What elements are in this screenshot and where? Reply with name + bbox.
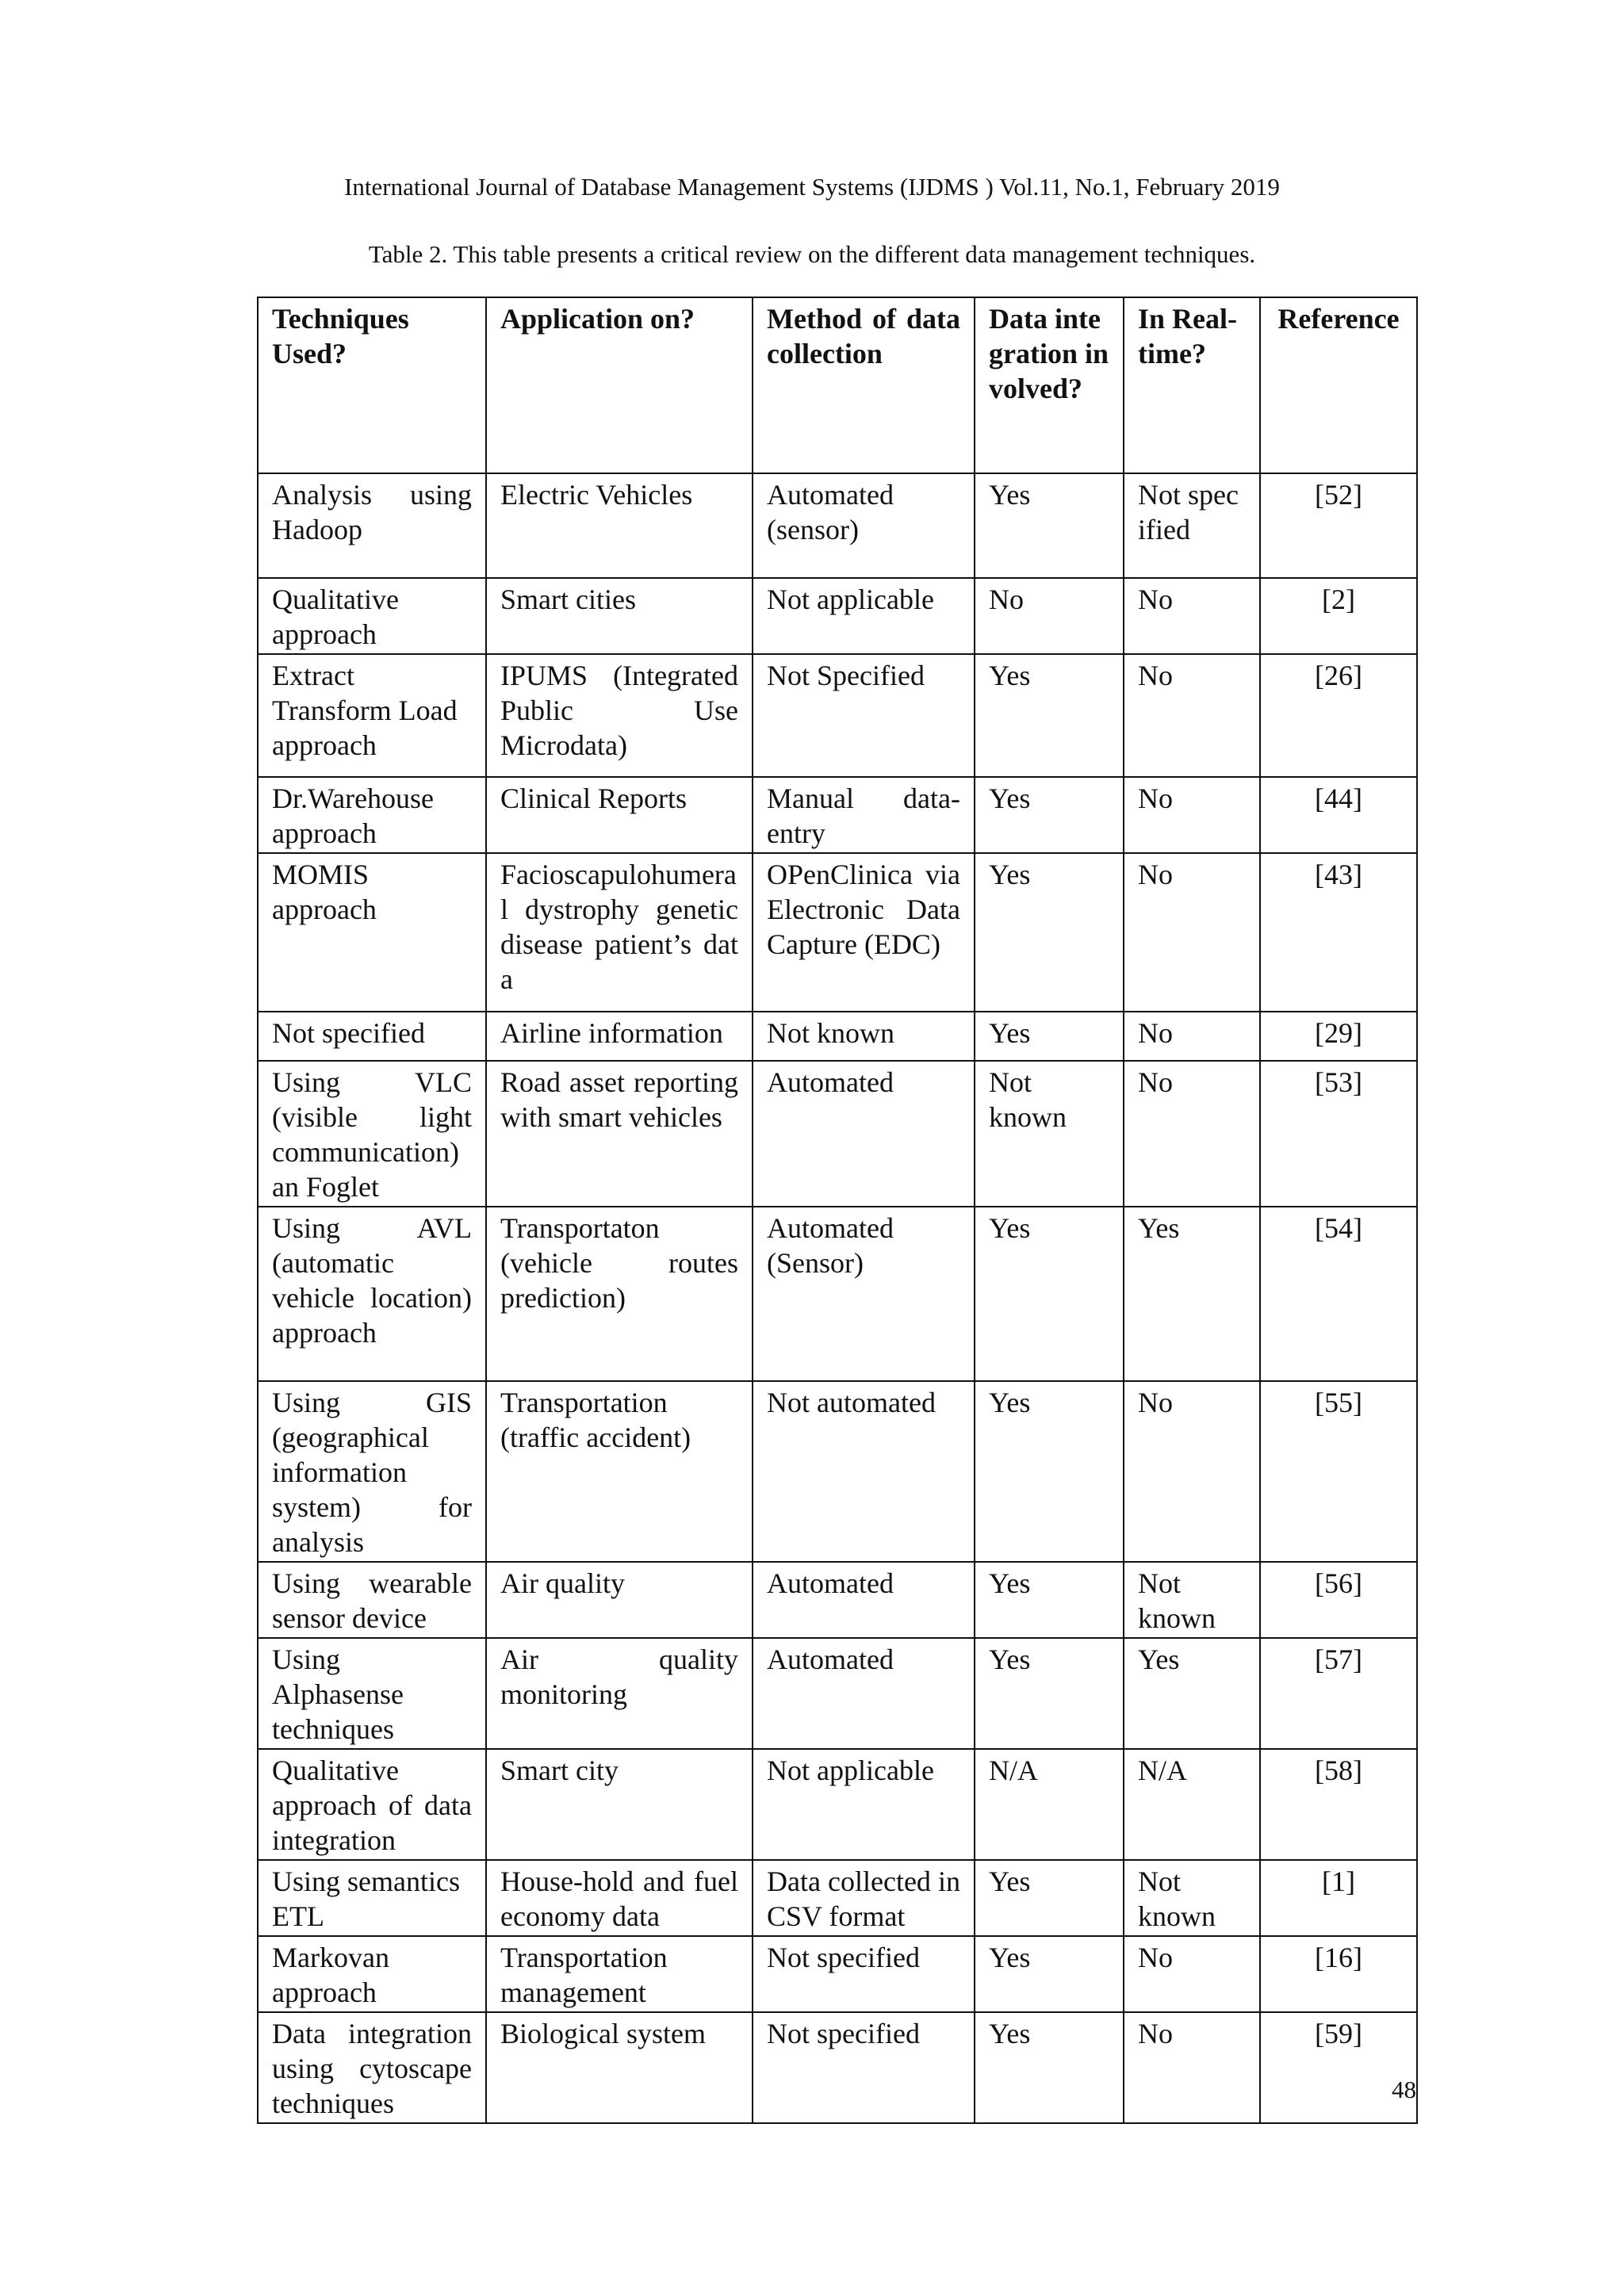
collection-method-cell: OPenClinica via Electronic Data Capture (EDC): [753, 853, 975, 1012]
reference-cell: [43]: [1260, 853, 1417, 1012]
realtime-cell: No: [1124, 578, 1260, 654]
reference-cell: [44]: [1260, 777, 1417, 853]
table-row: [258, 2012, 1417, 2123]
table-row: [258, 473, 1417, 578]
reference-cell: [59]: [1260, 2012, 1417, 2123]
collection-method-cell: Manual data-entry: [753, 777, 975, 853]
integration-cell: N/A: [975, 1749, 1124, 1860]
table-row: [258, 777, 1417, 853]
realtime-cell: Yes: [1124, 1638, 1260, 1749]
column-header: Application on?: [486, 297, 753, 473]
reference-cell: [29]: [1260, 1012, 1417, 1061]
table-row: [258, 1207, 1417, 1381]
integration-cell: Yes: [975, 777, 1124, 853]
collection-method-cell: Not Specified: [753, 654, 975, 777]
realtime-cell: Yes: [1124, 1207, 1260, 1381]
integration-cell: No: [975, 578, 1124, 654]
reference-cell: [58]: [1260, 1749, 1417, 1860]
application-cell: Clinical Reports: [486, 777, 753, 853]
realtime-cell: Not known: [1124, 1860, 1260, 1936]
table-row: [258, 853, 1417, 1012]
reference-cell: [53]: [1260, 1061, 1417, 1207]
application-cell: Air quality: [486, 1562, 753, 1638]
integration-cell: Yes: [975, 1381, 1124, 1562]
reference-cell: [55]: [1260, 1381, 1417, 1562]
collection-method-cell: Not known: [753, 1012, 975, 1061]
technique-cell: Dr.Warehouse approach: [258, 777, 486, 853]
integration-cell: Yes: [975, 1860, 1124, 1936]
technique-cell: Using Alphasense techniques: [258, 1638, 486, 1749]
table-row: [258, 1749, 1417, 1860]
application-cell: Facioscapulohumeral dystrophy genetic disease patient’s data: [486, 853, 753, 1012]
application-cell: House-hold and fuel economy data: [486, 1860, 753, 1936]
reference-cell: [16]: [1260, 1936, 1417, 2012]
collection-method-cell: Not applicable: [753, 1749, 975, 1860]
technique-cell: Qualitative approach of data integration: [258, 1749, 486, 1860]
application-cell: Transportation (traffic accident): [486, 1381, 753, 1562]
integration-cell: Yes: [975, 1012, 1124, 1061]
realtime-cell: Not known: [1124, 1562, 1260, 1638]
table-row: [258, 1061, 1417, 1207]
application-cell: Road asset reporting with smart vehicles: [486, 1061, 753, 1207]
reference-cell: [1]: [1260, 1860, 1417, 1936]
review-table: [257, 297, 1418, 2124]
collection-method-cell: Not specified: [753, 2012, 975, 2123]
integration-cell: Not known: [975, 1061, 1124, 1207]
technique-cell: Using VLC (visible light communication) an Foglet: [258, 1061, 486, 1207]
application-cell: Airline information: [486, 1012, 753, 1061]
realtime-cell: No: [1124, 654, 1260, 777]
technique-cell: Markovan approach: [258, 1936, 486, 2012]
technique-cell: Qualitative approach: [258, 578, 486, 654]
integration-cell: Yes: [975, 1936, 1124, 2012]
application-cell: Smart cities: [486, 578, 753, 654]
realtime-cell: N/A: [1124, 1749, 1260, 1860]
table-row: [258, 1638, 1417, 1749]
integration-cell: Yes: [975, 1638, 1124, 1749]
realtime-cell: No: [1124, 2012, 1260, 2123]
integration-cell: Yes: [975, 1207, 1124, 1381]
technique-cell: Using semantics ETL: [258, 1860, 486, 1936]
realtime-cell: No: [1124, 777, 1260, 853]
application-cell: IPUMS (Integrated Public Use Microdata): [486, 654, 753, 777]
technique-cell: Using GIS (geographical information system) for analysis: [258, 1381, 486, 1562]
reference-cell: [2]: [1260, 578, 1417, 654]
table-row: [258, 654, 1417, 777]
collection-method-cell: Not automated: [753, 1381, 975, 1562]
application-cell: Electric Vehicles: [486, 473, 753, 578]
table-row: [258, 1381, 1417, 1562]
collection-method-cell: Not specified: [753, 1936, 975, 2012]
technique-cell: MOMIS approach: [258, 853, 486, 1012]
application-cell: Biological system: [486, 2012, 753, 2123]
reference-cell: [57]: [1260, 1638, 1417, 1749]
application-cell: Air quality monitoring: [486, 1638, 753, 1749]
table-row: [258, 578, 1417, 654]
reference-cell: [54]: [1260, 1207, 1417, 1381]
reference-cell: [26]: [1260, 654, 1417, 777]
integration-cell: Yes: [975, 654, 1124, 777]
technique-cell: Data integration using cytoscape techniques: [258, 2012, 486, 2123]
application-cell: Smart city: [486, 1749, 753, 1860]
collection-method-cell: Automated: [753, 1562, 975, 1638]
table-row: [258, 1012, 1417, 1061]
table-row: [258, 1562, 1417, 1638]
application-cell: Transportaton (vehicle routes prediction): [486, 1207, 753, 1381]
integration-cell: Yes: [975, 2012, 1124, 2123]
technique-cell: Using AVL (automatic vehicle location) approach: [258, 1207, 486, 1381]
realtime-cell: No: [1124, 1936, 1260, 2012]
integration-cell: Yes: [975, 1562, 1124, 1638]
integration-cell: Yes: [975, 853, 1124, 1012]
column-header: Data integration involved?: [975, 297, 1124, 473]
column-header: Method of data collection: [753, 297, 975, 473]
collection-method-cell: Automated: [753, 1638, 975, 1749]
collection-method-cell: Automated (sensor): [753, 473, 975, 578]
table-row: [258, 1936, 1417, 2012]
realtime-cell: No: [1124, 1381, 1260, 1562]
collection-method-cell: Automated: [753, 1061, 975, 1207]
reference-cell: [52]: [1260, 473, 1417, 578]
realtime-cell: No: [1124, 853, 1260, 1012]
collection-method-cell: Automated (Sensor): [753, 1207, 975, 1381]
technique-cell: Not specified: [258, 1012, 486, 1061]
technique-cell: Using wearable sensor device: [258, 1562, 486, 1638]
journal-header: International Journal of Database Management Systems (IJDMS ) Vol.11, No.1, February 2019: [344, 173, 1280, 201]
realtime-cell: No: [1124, 1061, 1260, 1207]
technique-cell: Analysis using Hadoop: [258, 473, 486, 578]
column-header: In Real-time?: [1124, 297, 1260, 473]
realtime-cell: Not specified: [1124, 473, 1260, 578]
realtime-cell: No: [1124, 1012, 1260, 1061]
integration-cell: Yes: [975, 473, 1124, 578]
table-caption: Table 2. This table presents a critical review on the different data management techniques.: [368, 240, 1256, 268]
column-header: Techniques Used?: [258, 297, 486, 473]
table-header-row: [258, 297, 1417, 473]
column-header: Reference: [1260, 297, 1417, 473]
collection-method-cell: Data collected in CSV format: [753, 1860, 975, 1936]
collection-method-cell: Not applicable: [753, 578, 975, 654]
reference-cell: [56]: [1260, 1562, 1417, 1638]
technique-cell: Extract Transform Load approach: [258, 654, 486, 777]
table-row: [258, 1860, 1417, 1936]
page-number: 48: [1392, 2076, 1416, 2103]
application-cell: Transportation management: [486, 1936, 753, 2012]
